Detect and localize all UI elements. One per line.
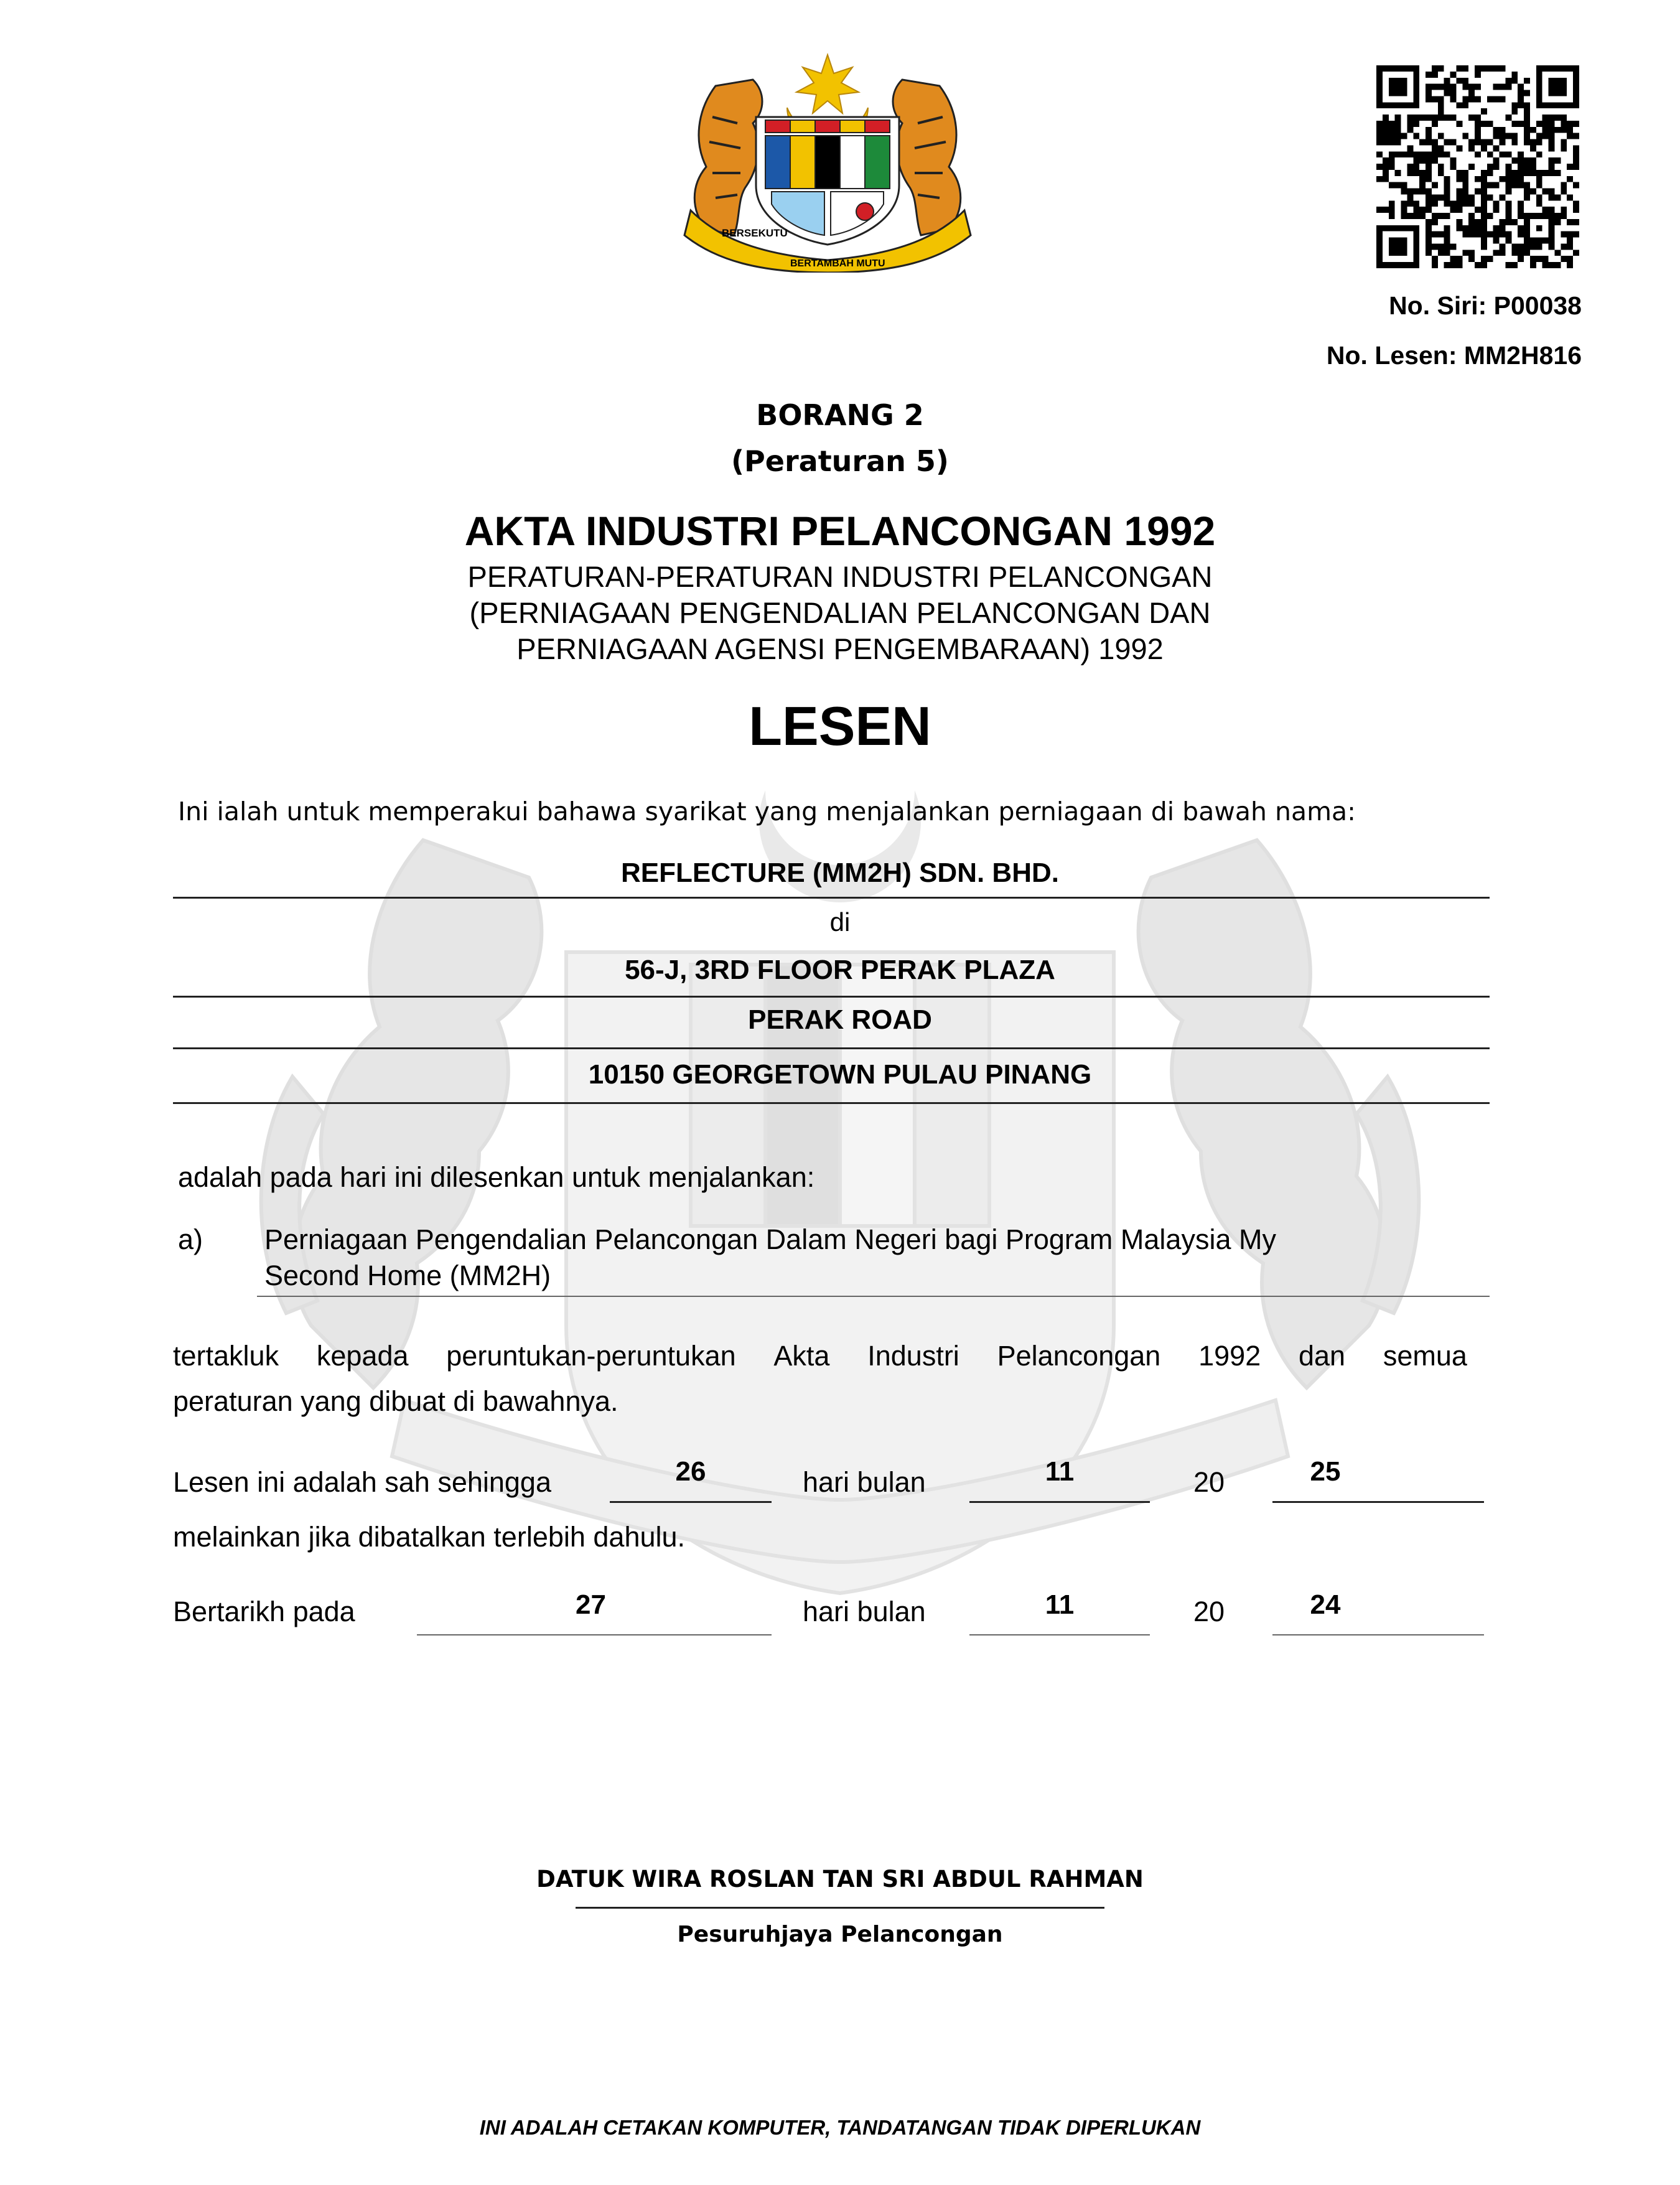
dated-year: 24 (1310, 1589, 1341, 1620)
subject-to-line-2: peraturan yang dibuat di bawahnya. (173, 1385, 618, 1417)
address-line-3-rule (173, 1102, 1490, 1104)
subject-word: 1992 (1198, 1340, 1261, 1372)
dated-year-rule (1272, 1634, 1484, 1635)
intro-text: Ini ialah untuk memperakui bahawa syarikat yang menjalankan perniagaan di bawah nama: (178, 797, 1356, 826)
motto-bottom-text: BERTAMBAH MUTU (790, 258, 885, 269)
address-line-3: 10150 GEORGETOWN PULAU PINANG (588, 1059, 1092, 1090)
act-title: AKTA INDUSTRI PELANCONGAN 1992 (464, 508, 1216, 554)
subject-word: kepada (316, 1340, 409, 1372)
dated-month-label: hari bulan (803, 1596, 926, 1627)
act-subtitle-line-3: PERNIAGAAN AGENSI PENGEMBARAAN) 1992 (516, 632, 1164, 665)
act-subtitle-line-1: PERATURAN-PERATURAN INDUSTRI PELANCONGAN (467, 560, 1213, 593)
dated-month: 11 (1045, 1589, 1075, 1620)
motto-left-text: BERSEKUTU (722, 227, 788, 239)
validity-day-rule (610, 1501, 772, 1503)
qr-code (1376, 65, 1579, 268)
subject-word: semua (1383, 1340, 1467, 1372)
signatory-title: Pesuruhjaya Pelancongan (677, 1922, 1003, 1947)
dated-day: 27 (576, 1589, 606, 1620)
subject-word: Akta (773, 1340, 830, 1372)
address-line-2: PERAK ROAD (748, 1004, 932, 1035)
validity-century: 20 (1193, 1466, 1225, 1498)
validity-day: 26 (675, 1456, 706, 1487)
company-name: REFLECTURE (MM2H) SDN. BHD. (621, 858, 1059, 888)
validity-month: 11 (1045, 1456, 1075, 1487)
licensed-item-line-1: Perniagaan Pengendalian Pelancongan Dalam Negeri bagi Program Malaysia My (264, 1224, 1276, 1255)
subject-word: Industri (867, 1340, 959, 1372)
coat-of-arms-logo (678, 49, 977, 273)
item-marker: a) (178, 1224, 203, 1255)
validity-month-rule (969, 1501, 1150, 1503)
license-number: No. Lesen: MM2H816 (1326, 341, 1582, 370)
act-subtitle-line-2: (PERNIAGAAN PENGENDALIAN PELANCONGAN DAN (469, 596, 1211, 629)
location-word: di (829, 907, 851, 937)
serial-number: No. Siri: P00038 (1389, 291, 1582, 320)
validity-year: 25 (1310, 1456, 1341, 1487)
subject-word: Pelancongan (997, 1340, 1161, 1372)
subject-word: peruntukan-peruntukan (446, 1340, 736, 1372)
licensed-item-rule (257, 1296, 1490, 1297)
subject-word: tertakluk (173, 1340, 279, 1372)
emblem-watermark (218, 765, 1462, 1637)
licensed-item-line-2: Second Home (MM2H) (264, 1260, 551, 1291)
dated-day-rule (417, 1634, 772, 1635)
form-title: BORANG 2 (756, 398, 924, 432)
validity-label: Lesen ini adalah sah sehingga (173, 1466, 551, 1498)
licensed-for-label: adalah pada hari ini dilesenkan untuk menjalankan: (178, 1161, 815, 1193)
validity-note: melainkan jika dibatalkan terlebih dahulu. (173, 1521, 686, 1553)
dated-label: Bertarikh pada (173, 1596, 355, 1627)
validity-year-rule (1272, 1501, 1484, 1503)
dated-century: 20 (1193, 1596, 1225, 1627)
license-heading: LESEN (749, 695, 931, 757)
subject-to-line-1 (173, 1340, 1467, 1372)
dated-month-rule (969, 1634, 1150, 1635)
subject-word: dan (1299, 1340, 1346, 1372)
signature-rule (576, 1907, 1104, 1909)
address-line-1: 56-J, 3RD FLOOR PERAK PLAZA (625, 955, 1055, 985)
address-line-2-rule (173, 1047, 1490, 1049)
signatory-name: DATUK WIRA ROSLAN TAN SRI ABDUL RAHMAN (536, 1866, 1144, 1893)
company-name-rule (173, 897, 1490, 899)
footer-notice: INI ADALAH CETAKAN KOMPUTER, TANDATANGAN TIDAK DIPERLUKAN (479, 2116, 1201, 2139)
form-regulation: (Peraturan 5) (731, 444, 949, 478)
address-line-1-rule (173, 996, 1490, 998)
validity-month-label: hari bulan (803, 1466, 926, 1498)
